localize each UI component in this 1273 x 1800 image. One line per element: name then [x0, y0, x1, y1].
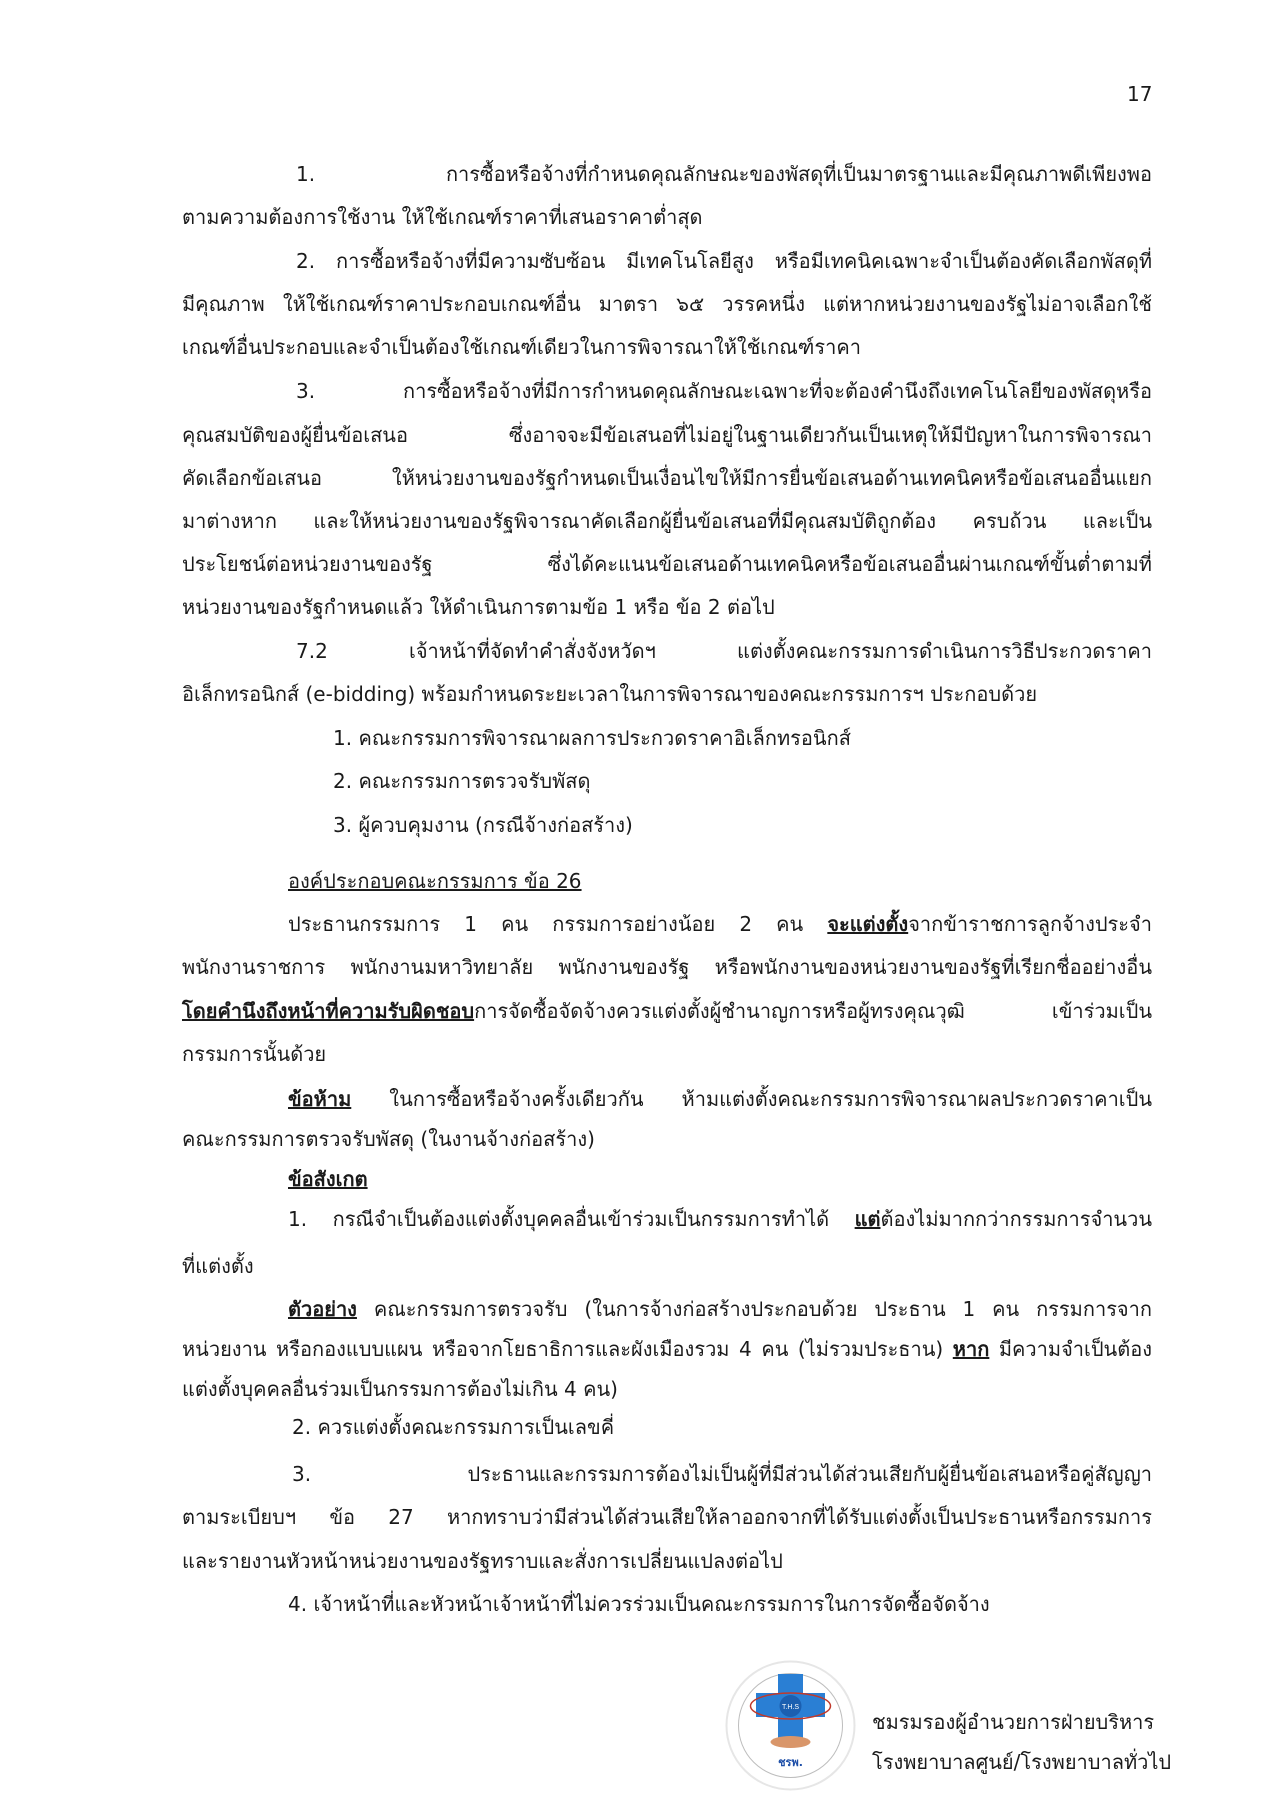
observation-4: 4. เจ้าหน้าที่และหัวหน้าเจ้าหน้าที่ไม่ควรร่วมเป็นคณะกรรมการในการจัดซื้อจัดจ้าง — [288, 1592, 990, 1616]
example-line-1 — [288, 1295, 1152, 1323]
example-line-2 — [182, 1335, 1152, 1363]
committee-list-item: 3. ผู้ควบคุมงาน (กรณีจ้างก่อสร้าง) — [333, 813, 633, 837]
observation-3-line-2: ตามระเบียบฯ ข้อ 27 หากทราบว่ามีส่วนได้ส่วนเสียให้ลาออกจากที่ได้รับแต่งตั้งเป็นประธานหรือกรรมการ — [182, 1505, 1152, 1529]
item3-line-5: ประโยชน์ต่อหน่วยงานของรัฐ ซึ่งได้คะแนนข้อเสนอด้านเทคนิคหรือข้อเสนออื่นผ่านเกณฑ์ขั้นต่ำตามที่ — [182, 552, 1152, 576]
item2-line-2: มีคุณภาพ ให้ใช้เกณฑ์ราคาประกอบเกณฑ์อื่น มาตรา ๖๕ วรรคหนึ่ง แต่หากหน่วยงานของรัฐไม่อาจเลือกใช้ — [182, 292, 1152, 316]
item7-2-line-1: 7.2 เจ้าหน้าที่จัดทำคำสั่งจังหวัดฯ แต่งตั้งคณะกรรมการดำเนินการวิธีประกวดราคา — [296, 639, 1152, 663]
svg-text:ชรพ.: ชรพ. — [778, 1756, 803, 1769]
composition-line-4: กรรมการนั้นด้วย — [182, 1042, 327, 1066]
prohibition-line-1 — [288, 1085, 1152, 1113]
prohibition-label: ข้อห้าม — [288, 1087, 352, 1111]
text: หน่วยงาน หรือกองแบบแผน หรือจากโยธาธิการและผังเมืองรวม 4 คน (ไม่รวมประธาน) — [182, 1337, 953, 1361]
item3-line-3: คัดเลือกข้อเสนอ ให้หน่วยงานของรัฐกำหนดเป็นเงื่อนไขให้มีการยื่นข้อเสนอด้านเทคนิคหรือข้อเสนออื่นแยก — [182, 466, 1152, 490]
observation-2: 2. ควรแต่งตั้งคณะกรรมการเป็นเลขคี่ — [292, 1415, 615, 1439]
text: มีความจำเป็นต้อง — [989, 1337, 1152, 1361]
composition-heading — [288, 867, 1152, 895]
organization-logo — [723, 1658, 858, 1793]
page-number: 17 — [1127, 82, 1153, 106]
text: จากข้าราชการลูกจ้างประจำ — [908, 912, 1152, 936]
observation-1-line-2: ที่แต่งตั้ง — [182, 1254, 254, 1278]
observations-label-text: ข้อสังเกต — [288, 1167, 368, 1191]
prohibition-line-2: คณะกรรมการตรวจรับพัสดุ (ในงานจ้างก่อสร้าง) — [182, 1127, 595, 1151]
composition-line-3 — [182, 997, 1152, 1025]
text: คณะกรรมการตรวจรับ (ในการจ้างก่อสร้างประกอบด้วย ประธาน 1 คน กรรมการจาก — [356, 1297, 1152, 1321]
example-line-3: แต่งตั้งบุคคลอื่นร่วมเป็นกรรมการต้องไม่เกิน 4 คน) — [182, 1377, 618, 1401]
item1-line-1: 1. การซื้อหรือจ้างที่กำหนดคุณลักษณะของพัสดุที่เป็นมาตรฐานและมีคุณภาพดีเพียงพอ — [296, 162, 1152, 186]
emphasis-text: หน้าที่ความรับผิดชอบ — [287, 999, 475, 1023]
emphasis-text: จะแต่งตั้ง — [827, 912, 909, 936]
logo-emblem-icon — [723, 1658, 858, 1793]
composition-line-2: พนักงานราชการ พนักงานมหาวิทยาลัย พนักงานของรัฐ หรือพนักงานของหน่วยงานของรัฐที่เรียกชื่ออย่างอื่น — [182, 955, 1152, 979]
composition-line-1 — [288, 910, 1152, 938]
svg-text:T.H.S: T.H.S — [781, 1704, 800, 1711]
emphasis-text: โดยคำนึงถึง — [182, 999, 288, 1023]
committee-list-item: 1. คณะกรรมการพิจารณาผลการประกวดราคาอิเล็กทรอนิกส์ — [333, 726, 851, 750]
emphasis-text: หาก — [952, 1337, 990, 1361]
item2-line-1: 2. การซื้อหรือจ้างที่มีความซับซ้อน มีเทคโนโลยีสูง หรือมีเทคนิคเฉพาะจำเป็นต้องคัดเลือกพัสดุที่ — [296, 249, 1152, 273]
example-label: ตัวอย่าง — [288, 1297, 357, 1321]
observation-3-line-1: 3. ประธานและกรรมการต้องไม่เป็นผู้ที่มีส่วนได้ส่วนเสียกับผู้ยื่นข้อเสนอหรือคู่สัญญา — [292, 1462, 1152, 1486]
text: ในการซื้อหรือจ้างครั้งเดียวกัน ห้ามแต่งตั้งคณะกรรมการพิจารณาผลประกวดราคาเป็น — [351, 1087, 1152, 1111]
committee-list-item: 2. คณะกรรมการตรวจรับพัสดุ — [333, 769, 591, 793]
item1-line-2: ตามความต้องการใช้งาน ให้ใช้เกณฑ์ราคาที่เสนอราคาต่ำสุด — [182, 205, 703, 229]
item7-2-line-2: อิเล็กทรอนิกส์ (e-bidding) พร้อมกำหนดระยะเวลาในการพิจารณาของคณะกรรมการฯ ประกอบด้วย — [182, 682, 1038, 706]
text: ประธานกรรมการ 1 คน กรรมการอย่างน้อย 2 คน — [288, 912, 828, 936]
item3-line-4: มาต่างหาก และให้หน่วยงานของรัฐพิจารณาคัดเลือกผู้ยื่นข้อเสนอที่มีคุณสมบัติถูกต้อง ครบถ้วน และเป็น — [182, 509, 1152, 533]
observation-3-line-3: และรายงานหัวหน้าหน่วยงานของรัฐทราบและสั่งการเปลี่ยนแปลงต่อไป — [182, 1549, 783, 1573]
text: ต้องไม่มากกว่ากรรมการจำนวน — [880, 1207, 1152, 1231]
item3-line-6: หน่วยงานของรัฐกำหนดแล้ว ให้ดำเนินการตามข้อ 1 หรือ ข้อ 2 ต่อไป — [182, 595, 775, 619]
emphasis-text: แต่ — [854, 1207, 881, 1231]
text: การจัดซื้อจัดจ้างควรแต่งตั้งผู้ชำนาญการหรือผู้ทรงคุณวุฒิ เข้าร่วมเป็น — [474, 999, 1152, 1023]
observation-1-line-1 — [288, 1205, 1152, 1233]
organization-name-line-1: ชมรมรองผู้อำนวยการฝ่ายบริหาร — [872, 1710, 1155, 1734]
organization-name-line-2: โรงพยาบาลศูนย์/โรงพยาบาลทั่วไป — [872, 1750, 1172, 1774]
item2-line-3: เกณฑ์อื่นประกอบและจำเป็นต้องใช้เกณฑ์เดียวในการพิจารณาให้ใช้เกณฑ์ราคา — [182, 335, 861, 359]
composition-heading-text: องค์ประกอบคณะกรรมการ ข้อ 26 — [288, 869, 582, 893]
text: 1. กรณีจำเป็นต้องแต่งตั้งบุคคลอื่นเข้าร่วมเป็นกรรมการทำได้ — [288, 1207, 855, 1231]
item3-line-1: 3. การซื้อหรือจ้างที่มีการกำหนดคุณลักษณะเฉพาะที่จะต้องคำนึงถึงเทคโนโลยีของพัสดุหรือ — [296, 379, 1152, 403]
item3-line-2: คุณสมบัติของผู้ยื่นข้อเสนอ ซึ่งอาจจะมีข้อเสนอที่ไม่อยู่ในฐานเดียวกันเป็นเหตุให้มีปัญหาในการพิจารณา — [182, 423, 1152, 447]
observations-label — [288, 1165, 1152, 1193]
